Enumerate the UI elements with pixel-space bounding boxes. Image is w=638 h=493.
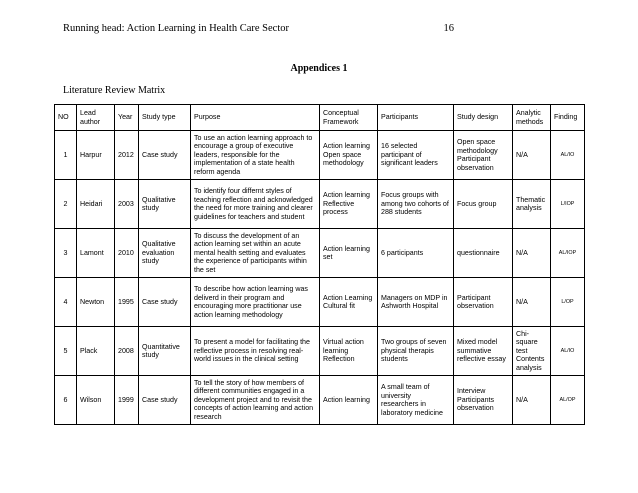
cell-participants: 16 selected participant of significant leaders <box>378 131 454 180</box>
table-row <box>55 327 585 376</box>
cell-analytic-methods: N/A <box>513 278 551 327</box>
cell-study-design: Open space methodology Participant observation <box>454 131 513 180</box>
cell-study-type: Case study <box>139 131 191 180</box>
cell-lead-author: Harpur <box>77 131 115 180</box>
cell-purpose: To discuss the development of an action learning set within an acute mental health setting and evaluates the experience of participants within the set <box>191 229 320 278</box>
column-header: Lead author <box>77 105 115 131</box>
cell-study-type: Qualitative study <box>139 180 191 229</box>
cell-study-type: Qualitative evaluation study <box>139 229 191 278</box>
cell-participants: 6 participants <box>378 229 454 278</box>
cell-participants: Managers on MDP in Ashworth Hospital <box>378 278 454 327</box>
literature-review-table <box>54 104 585 425</box>
cell-purpose: To identify four differnt styles of teaching reflection and acknowledged the need for more training and clearer guidelines for teachers and student <box>191 180 320 229</box>
column-header: Year <box>115 105 139 131</box>
cell-study-design: Participant observation <box>454 278 513 327</box>
cell-analytic-methods: Chi-square test Contents analysis <box>513 327 551 376</box>
cell-study-type: Case study <box>139 376 191 425</box>
cell-finding: AL/IO <box>551 327 585 376</box>
cell-conceptual-framework: Action learning <box>320 376 378 425</box>
cell-analytic-methods: N/A <box>513 376 551 425</box>
cell-conceptual-framework: Action learning Reflective process <box>320 180 378 229</box>
cell-year: 1999 <box>115 376 139 425</box>
cell-no: 6 <box>55 376 77 425</box>
cell-analytic-methods: N/A <box>513 131 551 180</box>
cell-study-design: questionnaire <box>454 229 513 278</box>
column-header: NO <box>55 105 77 131</box>
column-header: Finding <box>551 105 585 131</box>
cell-analytic-methods: N/A <box>513 229 551 278</box>
table-header-row <box>55 105 585 131</box>
table-row <box>55 376 585 425</box>
cell-study-design: Interview Participants observation <box>454 376 513 425</box>
cell-lead-author: Plack <box>77 327 115 376</box>
cell-lead-author: Heidari <box>77 180 115 229</box>
column-header: Study type <box>139 105 191 131</box>
page-number: 16 <box>443 23 454 34</box>
cell-study-design: Focus group <box>454 180 513 229</box>
cell-study-design: Mixed model summative reflective essay <box>454 327 513 376</box>
column-header: Purpose <box>191 105 320 131</box>
cell-purpose: To tell the story of how members of different communities engaged in a development project and to revisit the concepts of action learning and action research <box>191 376 320 425</box>
table-row <box>55 180 585 229</box>
cell-year: 1995 <box>115 278 139 327</box>
cell-no: 3 <box>55 229 77 278</box>
cell-year: 2008 <box>115 327 139 376</box>
column-header: Participants <box>378 105 454 131</box>
cell-purpose: To describe how action learning was deliverd in their program and encouraging more practitionar use action learning methodology <box>191 278 320 327</box>
table-row <box>55 131 585 180</box>
section-title: Literature Review Matrix <box>63 85 166 96</box>
cell-participants: Two groups of seven physical therapis students <box>378 327 454 376</box>
cell-finding: AL/OP <box>551 376 585 425</box>
cell-study-type: Quantitative study <box>139 327 191 376</box>
cell-purpose: To use an action learning approach to encourage a group of executive leaders, responsible for the implementation of a state health reform agenda <box>191 131 320 180</box>
cell-no: 2 <box>55 180 77 229</box>
column-header: Analytic methods <box>513 105 551 131</box>
appendix-title: Appendices 1 <box>290 63 348 74</box>
cell-study-type: Case study <box>139 278 191 327</box>
column-header: Study design <box>454 105 513 131</box>
cell-lead-author: Lamont <box>77 229 115 278</box>
cell-lead-author: Wilson <box>77 376 115 425</box>
cell-lead-author: Newton <box>77 278 115 327</box>
cell-finding: L/IOP <box>551 180 585 229</box>
table-row <box>55 278 585 327</box>
cell-finding: AL/IO <box>551 131 585 180</box>
column-header: Conceptual Framework <box>320 105 378 131</box>
cell-analytic-methods: Thematic analysis <box>513 180 551 229</box>
cell-conceptual-framework: Action learning set <box>320 229 378 278</box>
cell-no: 1 <box>55 131 77 180</box>
cell-purpose: To present a model for facilitating the reflective process in resolving real-world issues in the clinical setting <box>191 327 320 376</box>
cell-no: 4 <box>55 278 77 327</box>
cell-participants: A small team of university researchers in laboratory medicine <box>378 376 454 425</box>
cell-conceptual-framework: Action Learning Cultural fit <box>320 278 378 327</box>
cell-year: 2003 <box>115 180 139 229</box>
cell-finding: AL/IOP <box>551 229 585 278</box>
running-head-text: Running head: Action Learning in Health Care Sector <box>63 23 289 34</box>
cell-conceptual-framework: Action learning Open space methodology <box>320 131 378 180</box>
cell-no: 5 <box>55 327 77 376</box>
cell-finding: L/OP <box>551 278 585 327</box>
cell-conceptual-framework: Virtual action learning Reflection <box>320 327 378 376</box>
table-row <box>55 229 585 278</box>
cell-year: 2012 <box>115 131 139 180</box>
cell-participants: Focus groups with among two cohorts of 288 students <box>378 180 454 229</box>
running-head <box>63 23 454 34</box>
cell-year: 2010 <box>115 229 139 278</box>
